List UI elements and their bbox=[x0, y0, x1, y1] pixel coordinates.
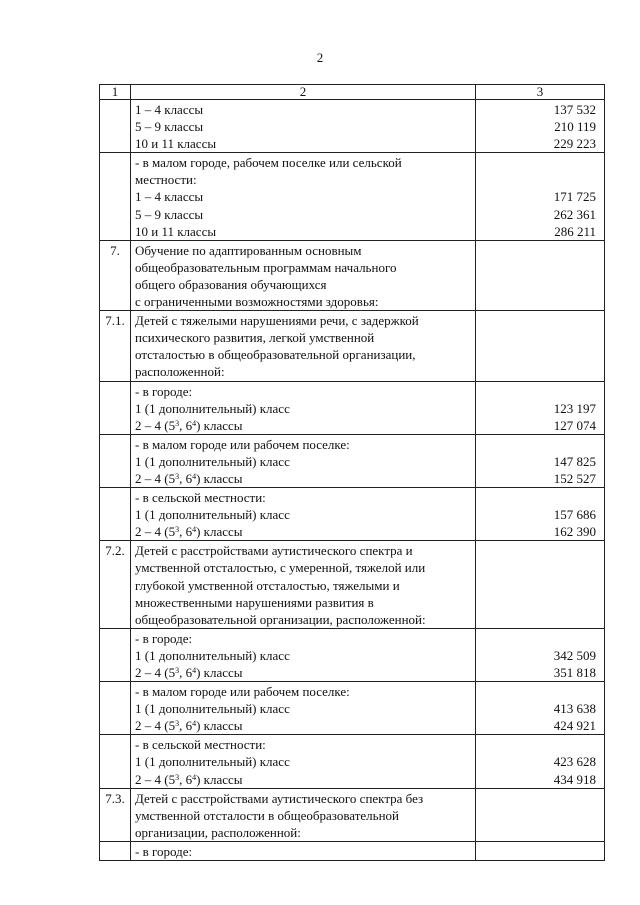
description-line: умственной отсталости в общеобразовательной bbox=[135, 807, 399, 823]
row-values bbox=[476, 788, 605, 841]
cost-value: 210 119 bbox=[554, 119, 596, 135]
description-line: 10 и 11 классы bbox=[135, 136, 217, 152]
cost-value: 423 628 bbox=[553, 754, 596, 770]
table-row bbox=[100, 682, 605, 735]
cost-value: 162 390 bbox=[553, 524, 596, 540]
description-line: 1 – 4 классы bbox=[135, 189, 204, 205]
description-line: 1 (1 дополнительный) класс bbox=[135, 754, 290, 770]
cost-value: 137 532 bbox=[553, 102, 596, 117]
description-line: Детей с расстройствами аутистического спектра без bbox=[135, 790, 424, 806]
row-values bbox=[476, 434, 605, 487]
cost-value: 127 074 bbox=[553, 417, 596, 433]
description-line: - в сельской местности: bbox=[135, 490, 266, 506]
row-number bbox=[100, 100, 131, 153]
cost-spacer bbox=[480, 630, 596, 647]
row-number: 7.3. bbox=[100, 788, 131, 841]
row-description bbox=[131, 434, 476, 487]
description-line: расположенной: bbox=[135, 364, 225, 380]
table-row bbox=[100, 541, 605, 628]
cost-value: 262 361 bbox=[553, 206, 596, 222]
description-line: умственной отсталостью, с умеренной, тяжелой или bbox=[135, 560, 426, 576]
cost-value: 342 509 bbox=[553, 647, 596, 663]
cost-value: 413 638 bbox=[553, 701, 596, 717]
description-line: 5 – 9 классы bbox=[135, 206, 204, 222]
description-line: 1 (1 дополнительный) класс bbox=[135, 701, 290, 717]
description-line: 1 (1 дополнительный) класс bbox=[135, 507, 290, 523]
description-line: общеобразовательной организации, расположенной: bbox=[135, 611, 426, 627]
row-description bbox=[131, 100, 476, 153]
description-line: 1 (1 дополнительный) класс bbox=[135, 453, 290, 469]
description-line: - в городе: bbox=[135, 630, 193, 646]
row-number bbox=[100, 381, 131, 434]
row-description bbox=[131, 735, 476, 788]
table-row bbox=[100, 153, 605, 240]
row-description bbox=[131, 788, 476, 841]
row-number: 7.2. bbox=[100, 541, 131, 628]
description-line: 1 – 4 классы bbox=[135, 102, 204, 117]
description-line: 5 – 9 классы bbox=[135, 119, 204, 135]
description-line: 2 – 4 ($5^3$, $6^4$) классы bbox=[135, 665, 243, 680]
description-line: - в сельской местности: bbox=[135, 737, 266, 753]
row-number bbox=[100, 735, 131, 788]
cost-spacer bbox=[480, 489, 596, 506]
description-line: 2 – 4 ($5^3$, $6^4$) классы bbox=[135, 470, 243, 486]
table-row bbox=[100, 841, 605, 860]
table-row bbox=[100, 381, 605, 434]
row-description bbox=[131, 381, 476, 434]
description-line: Детей с тяжелыми нарушениями речи, с задержкой bbox=[135, 313, 419, 329]
description-line: - в малом городе или рабочем поселке: bbox=[135, 436, 350, 452]
description-line: 1 (1 дополнительный) класс bbox=[135, 400, 290, 416]
description-line: Обучение по адаптированным основным bbox=[135, 242, 362, 258]
cost-value: 147 825 bbox=[553, 453, 596, 469]
row-number bbox=[100, 434, 131, 487]
row-values bbox=[476, 628, 605, 681]
description-line: глубокой умственной отсталостью, тяжелыми и bbox=[135, 577, 400, 593]
description-line: Детей с расстройствами аутистического спектра и bbox=[135, 543, 413, 559]
row-description bbox=[131, 153, 476, 240]
cost-spacer bbox=[480, 736, 596, 753]
row-values bbox=[476, 541, 605, 628]
table-row bbox=[100, 628, 605, 681]
header-col-2: 2 bbox=[131, 85, 476, 100]
tariff-table bbox=[99, 84, 605, 861]
row-values bbox=[476, 153, 605, 240]
row-number bbox=[100, 628, 131, 681]
row-values bbox=[476, 841, 605, 860]
description-line: с ограниченными возможностями здоровья: bbox=[135, 294, 379, 310]
description-line: - в городе: bbox=[135, 383, 193, 399]
cost-spacer bbox=[480, 171, 596, 188]
description-line: 2 – 4 ($5^3$, $6^4$) классы bbox=[135, 524, 243, 540]
row-description bbox=[131, 682, 476, 735]
row-number: 7.1. bbox=[100, 311, 131, 381]
description-line: 1 (1 дополнительный) класс bbox=[135, 647, 290, 663]
description-line: общеобразовательным программам начального bbox=[135, 259, 397, 275]
description-line: - в малом городе или рабочем поселке: bbox=[135, 684, 350, 700]
description-line: организации, расположенной: bbox=[135, 824, 301, 840]
table-header-row bbox=[100, 85, 605, 100]
cost-spacer bbox=[480, 154, 596, 171]
row-number bbox=[100, 682, 131, 735]
row-number bbox=[100, 153, 131, 240]
row-values bbox=[476, 682, 605, 735]
description-line: 2 – 4 ($5^3$, $6^4$) классы bbox=[135, 417, 243, 433]
header-col-3: 3 bbox=[476, 85, 605, 100]
cost-value: 434 918 bbox=[553, 771, 596, 787]
description-line: - в городе: bbox=[135, 843, 193, 859]
cost-spacer bbox=[480, 683, 596, 700]
header-col-1: 1 bbox=[100, 85, 131, 100]
row-values bbox=[476, 488, 605, 541]
cost-value: 286 211 bbox=[554, 223, 596, 239]
table-row bbox=[100, 488, 605, 541]
table-row bbox=[100, 311, 605, 381]
description-line: 10 и 11 классы bbox=[135, 223, 217, 239]
row-description bbox=[131, 488, 476, 541]
row-values bbox=[476, 311, 605, 381]
row-values bbox=[476, 735, 605, 788]
description-line: 2 – 4 ($5^3$, $6^4$) классы bbox=[135, 718, 243, 734]
row-number bbox=[100, 488, 131, 541]
cost-value: 123 197 bbox=[553, 400, 596, 416]
table-row bbox=[100, 735, 605, 788]
page-number: 2 bbox=[316, 50, 324, 65]
table-row bbox=[100, 434, 605, 487]
description-line: местности: bbox=[135, 172, 197, 188]
description-line: отсталостью в общеобразовательной организации, bbox=[135, 347, 416, 363]
cost-value: 424 921 bbox=[553, 718, 596, 734]
description-line: общего образования обучающихся bbox=[135, 276, 327, 292]
description-line: множественными нарушениями развития в bbox=[135, 594, 374, 610]
row-description bbox=[131, 841, 476, 860]
row-values bbox=[476, 100, 605, 153]
cost-value: 152 527 bbox=[553, 470, 596, 486]
description-line: 2 – 4 ($5^3$, $6^4$) классы bbox=[135, 771, 243, 787]
row-values bbox=[476, 381, 605, 434]
cost-spacer bbox=[480, 436, 596, 453]
cost-spacer bbox=[480, 383, 596, 400]
row-description bbox=[131, 311, 476, 381]
cost-value: 229 223 bbox=[553, 136, 596, 152]
table-row bbox=[100, 788, 605, 841]
row-number: 7. bbox=[100, 240, 131, 310]
table-row bbox=[100, 100, 605, 153]
row-description bbox=[131, 240, 476, 310]
row-description bbox=[131, 628, 476, 681]
row-values bbox=[476, 240, 605, 310]
row-description bbox=[131, 541, 476, 628]
description-line: - в малом городе, рабочем поселке или сельской bbox=[135, 155, 402, 171]
table-body bbox=[100, 100, 605, 861]
cost-value: 157 686 bbox=[553, 507, 596, 523]
row-number bbox=[100, 841, 131, 860]
table-row bbox=[100, 240, 605, 310]
cost-value: 171 725 bbox=[553, 189, 596, 205]
description-line: психического развития, легкой умственной bbox=[135, 330, 375, 346]
cost-value: 351 818 bbox=[553, 665, 596, 680]
